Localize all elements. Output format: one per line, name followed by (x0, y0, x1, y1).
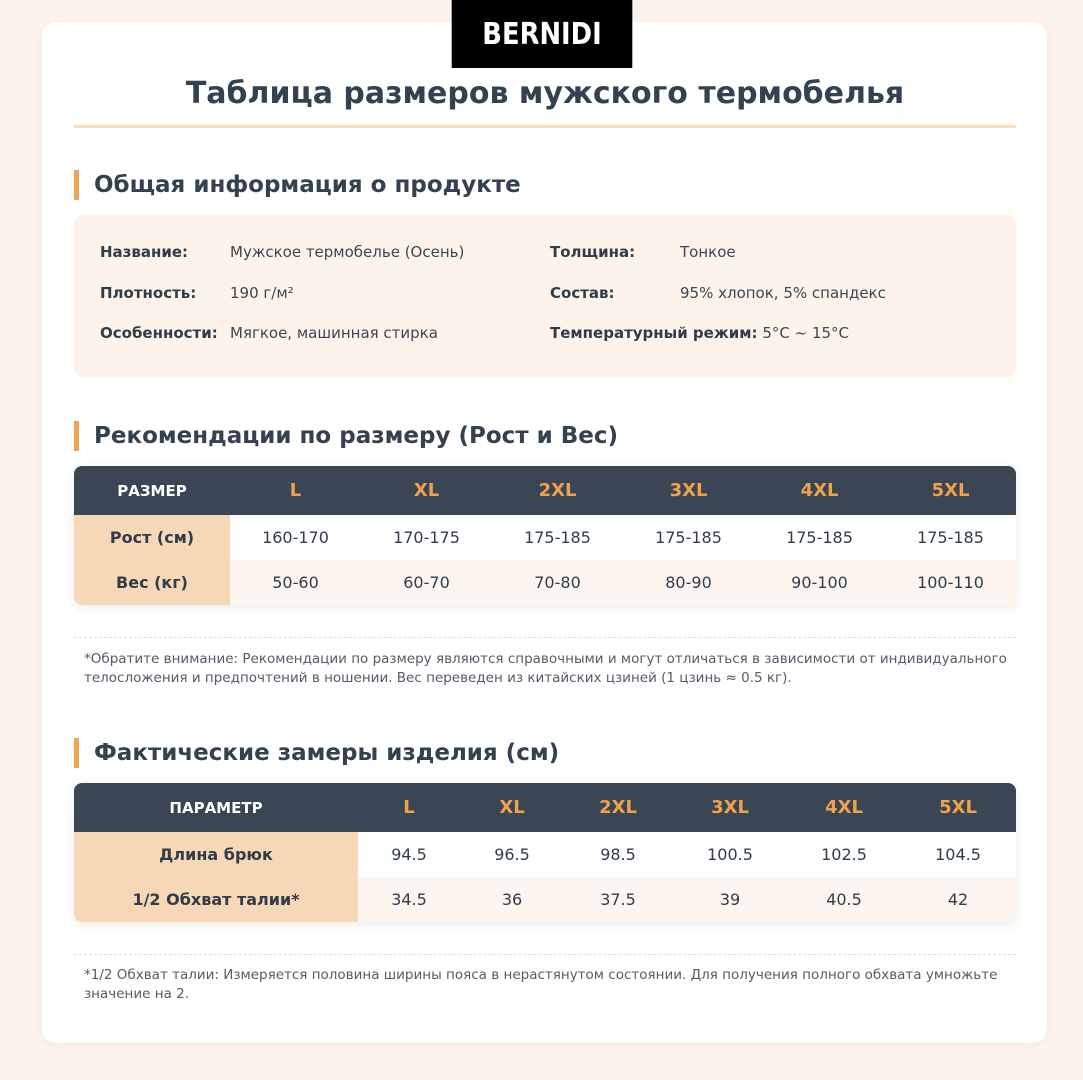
table-cell: 80-90 (623, 560, 754, 605)
info-composition-value: 95% хлопок, 5% спандекс (680, 284, 886, 302)
column-header: 5XL (885, 466, 1016, 515)
table-cell: 100-110 (885, 560, 1016, 605)
info-features-value: Мягкое, машинная стирка (230, 324, 438, 342)
info-name-label: Название: (100, 243, 189, 261)
table-cell: 70-80 (492, 560, 623, 605)
measure-table (74, 783, 1016, 922)
table-cell: 60-70 (361, 560, 492, 605)
table-cell: 104.5 (935, 845, 981, 864)
column-header: XL (460, 783, 564, 832)
column-header: 4XL (754, 466, 885, 515)
table-cell: 175-185 (917, 528, 984, 547)
table-cell: 39 (672, 877, 788, 922)
page-title: Таблица размеров мужского термобелья (185, 76, 905, 111)
info-temperature-value: 5°C ~ 15°C (762, 324, 850, 342)
info-composition-label: Состав: (550, 284, 615, 302)
table-cell: 90-100 (754, 560, 885, 605)
table-cell: 40.5 (788, 877, 900, 922)
column-header: L (358, 783, 460, 832)
column-header: РАЗМЕР (74, 466, 230, 515)
table-cell: 96.5 (494, 845, 530, 864)
table-cell: 94.5 (391, 845, 427, 864)
info-thickness-value: Тонкое (680, 243, 736, 261)
note-divider (74, 637, 1016, 638)
info-temperature-label: Температурный режим: (550, 324, 758, 342)
table-cell: 37.5 (564, 877, 672, 922)
table-cell: 42 (900, 877, 1016, 922)
recommend-table (74, 466, 1016, 605)
brand-logo: BERNIDI (452, 0, 633, 68)
table-row (74, 832, 1016, 877)
info-features (100, 324, 438, 342)
product-info-box (74, 215, 1016, 377)
column-header: 3XL (672, 783, 788, 832)
table-cell: 102.5 (821, 845, 867, 864)
table-row (74, 560, 1016, 605)
column-header: ПАРАМЕТР (74, 783, 358, 832)
table-cell: 175-185 (655, 528, 722, 547)
info-thickness (550, 243, 736, 261)
info-density-value: 190 г/м² (230, 284, 294, 302)
column-header: 2XL (564, 783, 672, 832)
column-header: 5XL (900, 783, 1016, 832)
row-header: Вес (кг) (74, 560, 230, 605)
table-cell: 36 (460, 877, 564, 922)
measure-note: *1/2 Обхват талии: Измеряется половина ширины пояса в нерастянутом состоянии. Для получения полного обхвата умножьте значение на 2. (84, 967, 998, 1002)
table-cell: 160-170 (262, 528, 329, 547)
info-density-label: Плотность: (100, 284, 197, 302)
table-cell: 170-175 (393, 528, 460, 547)
row-header: 1/2 Обхват талии* (74, 877, 358, 922)
section-heading-measure: Фактические замеры изделия (см) (74, 738, 559, 768)
section-heading-general: Общая информация о продукте (74, 170, 521, 200)
table-row (74, 877, 1016, 922)
note-divider (74, 954, 1016, 955)
table-cell: 100.5 (707, 845, 753, 864)
table-cell: 50-60 (230, 560, 361, 605)
row-header: Длина брюк (74, 832, 358, 877)
column-header: 3XL (623, 466, 754, 515)
table-header-row (74, 466, 1016, 515)
table-row (74, 515, 1016, 560)
recommend-note: *Обратите внимание: Рекомендации по размеру являются справочными и могут отличаться в зависимости от индивидуального телосложения и предпочтений в ношении. Вес переведен из китайских цзиней (1 цзинь ≈ 0.5 кг). (84, 651, 1007, 686)
info-temperature (550, 324, 849, 342)
section-heading-recommend: Рекомендации по размеру (Рост и Вес) (74, 421, 618, 451)
info-name (100, 243, 465, 261)
column-header: 4XL (788, 783, 900, 832)
info-thickness-label: Толщина: (550, 243, 636, 261)
info-density (100, 284, 294, 302)
info-composition (550, 284, 886, 302)
info-features-label: Особенности: (100, 324, 218, 342)
table-cell: 175-185 (524, 528, 591, 547)
table-cell: 34.5 (358, 877, 460, 922)
title-divider (74, 125, 1016, 128)
info-name-value: Мужское термобелье (Осень) (230, 243, 465, 261)
table-cell: 175-185 (786, 528, 853, 547)
column-header: 2XL (492, 466, 623, 515)
row-header: Рост (см) (74, 515, 230, 560)
column-header: XL (361, 466, 492, 515)
column-header: L (230, 466, 361, 515)
table-cell: 98.5 (600, 845, 636, 864)
table-header-row (74, 783, 1016, 832)
